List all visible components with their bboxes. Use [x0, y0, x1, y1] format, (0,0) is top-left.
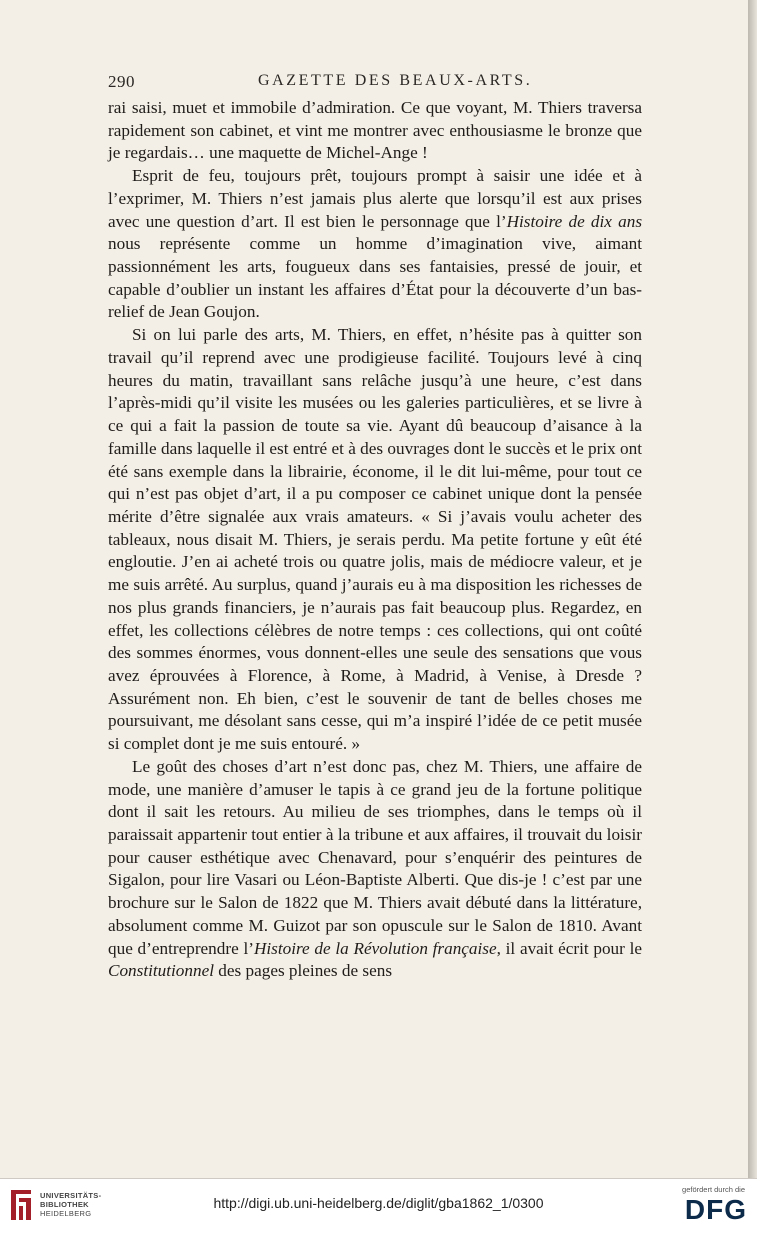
text-span: nous représente comme un homme d’imagination vive, aimant passionnément les arts, fougueux dans ses fantaisies, pressé de jouir, et capable d’oublier un instant les affaires d’État pour la découverte d’un bas-relief de Jean Goujon. [108, 234, 642, 322]
library-name-line: UNIVERSITÄTS- [40, 1191, 102, 1200]
page-number: 290 [108, 72, 135, 91]
paragraph [108, 324, 642, 756]
library-name-line: BIBLIOTHEK [40, 1200, 89, 1209]
paragraph [108, 756, 642, 983]
text-span: Si on lui parle des arts, M. Thiers, en effet, n’hésite pas à quitter son travail qu’il reprend avec une prodigieuse facilité. Toujours levé à cinq heures du matin, travaillant sans relâche jusqu’à une heure, c’est dans l’après-midi qu’il visite les musées ou les galeries particulières, et se livre à ce qui a fait la passion de toute sa vie. Ayant dû beaucoup d’aisance à la famille dans laquelle il est entré et à des ouvrages dont le succès et le prix ont été sans exemple dans la librairie, économe, il le dit lui-même, pour tout ce qui n’est pas objet d’art, il a pu composer ce cabinet unique dont la pensée mérite d’être signalée aux vrais amateurs. « Si j’avais voulu acheter des tableaux, nous disait M. Thiers, je serais perdu. Ma petite fortune y eût été engloutie. J’en ai acheté trois ou quatre jolis, mais de médiocre valeur, et je me suis arrêté. Au surplus, quand j’aurais eu à ma disposition les richesses de nos plus grands financiers, je n’aurais pas fait beaucoup plus. Regardez, en effet, les collections célèbres de notre temps : ces collections, qui ont coûté des sommes énormes, vous donnent-elles une seule des sensations que vous avez éprouvées à Florence, à Rome, à Madrid, à Venise, à Dresde ? Assurément non. Eh bien, c’est le souvenir de tant de belles choses me poursuivant, me désolant sans cesse, qui m’a inspiré l’idée de ce petit musée si complet dont je me suis entouré. » [108, 325, 642, 754]
dfg-logo[interactable]: DFG [684, 1194, 747, 1225]
text-span: des pages pleines de sens [214, 961, 393, 981]
paragraph [108, 97, 642, 165]
text-span: Le goût des choses d’art n’est donc pas, chez M. Thiers, une affaire de mode, une manière d’amuser le tapis à ce grand jeu de la fortune politique dont il sait les retours. Au milieu de ses triomphes, dans le temps où il paraissait appartenir tout entier à la tribune et aux affaires, il trouvait du loisir pour causer esthétique avec Chenavard, pour s’enquérir des peintures de Sigalon, pour lire Vasari ou Léon-Baptiste Alberti. Que dis-je ! c’est par une brochure sur le Salon de 1822 que M. Thiers avait débuté dans la littérature, absolument comme M. Guizot par son opuscule sur le Salon de 1810. Avant que d’entreprendre l’ [108, 756, 642, 958]
italic-span: Histoire de la Révolution française [253, 938, 497, 958]
page-edge [748, 0, 757, 1178]
paragraph [108, 165, 642, 324]
running-head [108, 72, 642, 92]
text-span: Esprit de feu, toujours prêt, toujours prompt à saisir une idée et à l’exprimer, M. Thiers n’est jamais plus alerte que lorsqu’il est aux prises avec une question d’art. Il est bien le personnage que l’ [108, 166, 642, 231]
italic-span: Constitutionnel [108, 961, 214, 981]
italic-span: Histoire de dix ans [506, 211, 643, 231]
viewer-footer [0, 1178, 757, 1233]
funder-caption: gefördert durch die [682, 1185, 745, 1194]
text-span: , il avait écrit pour le [496, 938, 642, 958]
body-text [108, 97, 642, 983]
text-span: rai saisi, muet et immobile d’admiration. Ce que voyant, M. Thiers traversa rapidement son cabinet, et vint me montrer avec enthousiasme le bronze que je regardais… une maquette de Michel-Ange ! [108, 98, 642, 163]
library-name-line: HEIDELBERG [40, 1209, 92, 1218]
journal-title: GAZETTE DES BEAUX-ARTS. [258, 72, 533, 89]
permalink-url[interactable]: http://digi.ub.uni-heidelberg.de/diglit/gba1862_1/0300 [213, 1195, 544, 1211]
